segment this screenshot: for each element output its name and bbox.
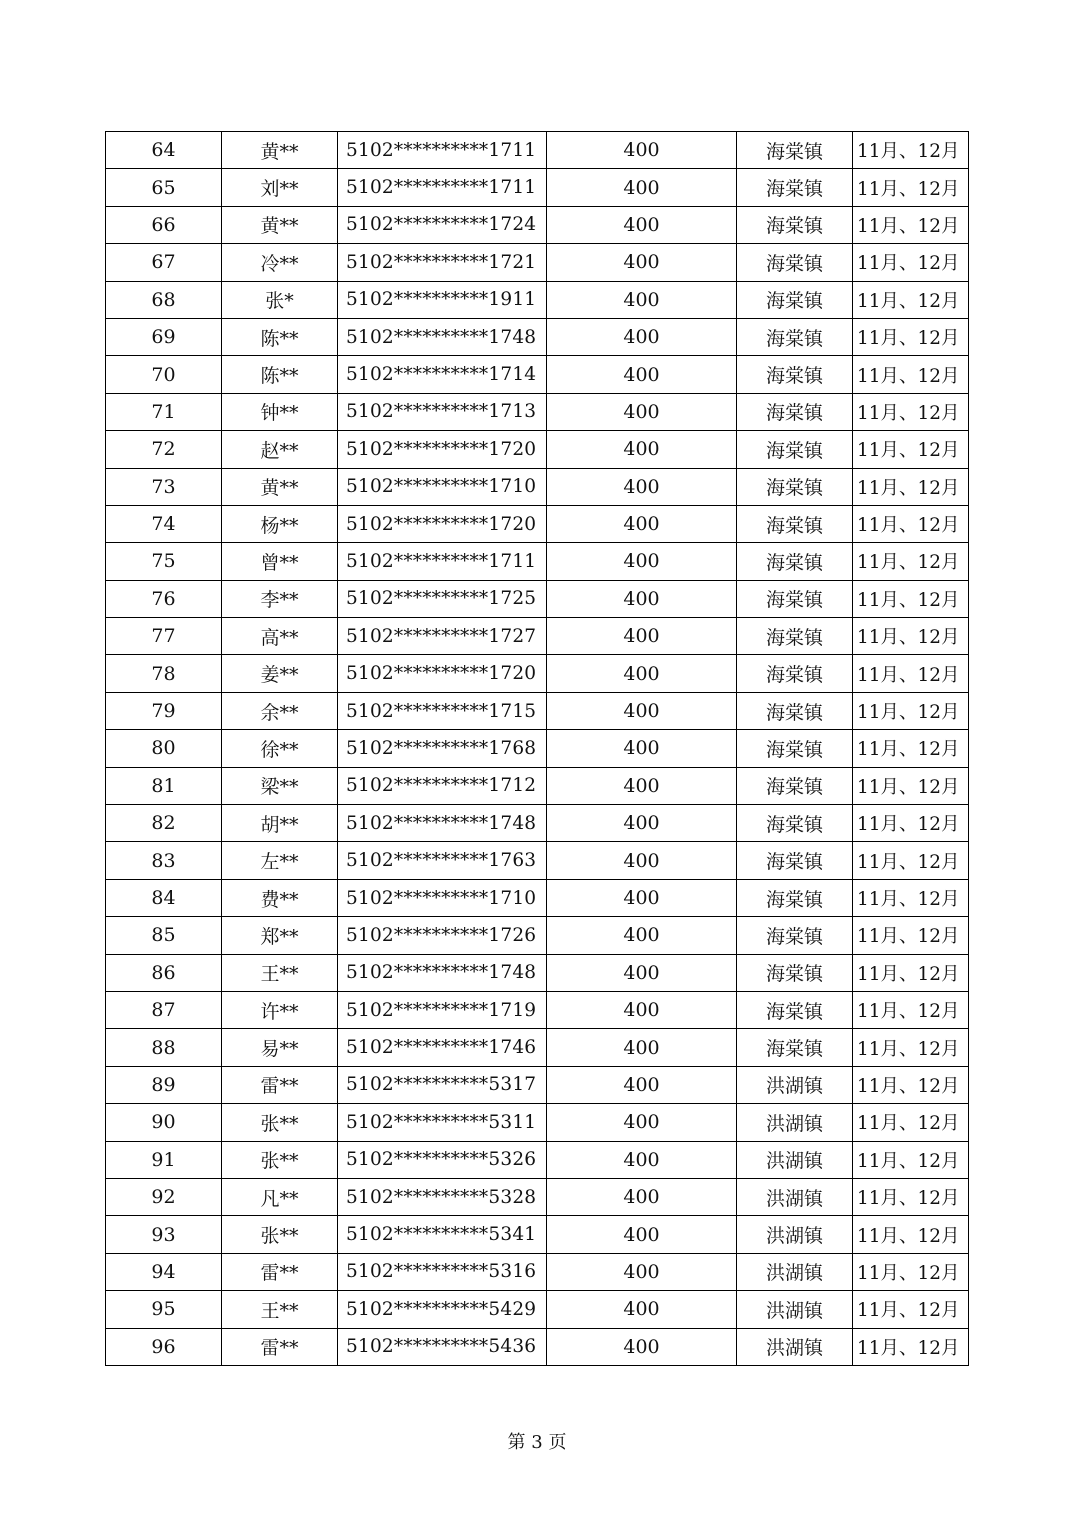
cell-months: 11月、12月: [853, 618, 969, 655]
cell-name: 张**: [222, 1141, 338, 1178]
cell-amount: 400: [547, 318, 737, 355]
table-row: [106, 767, 969, 804]
cell-months: 11月、12月: [853, 1178, 969, 1215]
cell-amount: 400: [547, 655, 737, 692]
cell-months: 11月、12月: [853, 879, 969, 916]
cell-id-number: 5102**********1768: [338, 730, 547, 767]
cell-town: 海棠镇: [737, 842, 853, 879]
cell-town: 海棠镇: [737, 767, 853, 804]
cell-id-number: 5102**********5326: [338, 1141, 547, 1178]
cell-town: 海棠镇: [737, 206, 853, 243]
cell-number: 76: [106, 580, 222, 617]
cell-name: 雷**: [222, 1328, 338, 1365]
cell-months: 11月、12月: [853, 543, 969, 580]
table-row: [106, 580, 969, 617]
cell-amount: 400: [547, 954, 737, 991]
table-row: [106, 169, 969, 206]
cell-number: 92: [106, 1178, 222, 1215]
cell-town: 海棠镇: [737, 281, 853, 318]
cell-number: 66: [106, 206, 222, 243]
table-row: [106, 1253, 969, 1290]
cell-number: 75: [106, 543, 222, 580]
cell-name: 杨**: [222, 505, 338, 542]
cell-months: 11月、12月: [853, 917, 969, 954]
cell-id-number: 5102**********1713: [338, 393, 547, 430]
cell-number: 68: [106, 281, 222, 318]
cell-months: 11月、12月: [853, 580, 969, 617]
cell-amount: 400: [547, 805, 737, 842]
table-row: [106, 1328, 969, 1365]
cell-number: 88: [106, 1029, 222, 1066]
cell-months: 11月、12月: [853, 1104, 969, 1141]
table-row: [106, 468, 969, 505]
cell-number: 65: [106, 169, 222, 206]
cell-number: 96: [106, 1328, 222, 1365]
cell-town: 洪湖镇: [737, 1328, 853, 1365]
cell-name: 凡**: [222, 1178, 338, 1215]
cell-number: 86: [106, 954, 222, 991]
cell-id-number: 5102**********1711: [338, 169, 547, 206]
cell-town: 海棠镇: [737, 318, 853, 355]
cell-amount: 400: [547, 505, 737, 542]
cell-town: 海棠镇: [737, 468, 853, 505]
cell-town: 海棠镇: [737, 505, 853, 542]
table-row: [106, 655, 969, 692]
cell-number: 79: [106, 692, 222, 729]
cell-name: 雷**: [222, 1253, 338, 1290]
cell-amount: 400: [547, 169, 737, 206]
cell-id-number: 5102**********1720: [338, 505, 547, 542]
cell-id-number: 5102**********1911: [338, 281, 547, 318]
cell-amount: 400: [547, 281, 737, 318]
cell-amount: 400: [547, 879, 737, 916]
cell-months: 11月、12月: [853, 805, 969, 842]
cell-town: 海棠镇: [737, 244, 853, 281]
cell-id-number: 5102**********1727: [338, 618, 547, 655]
cell-town: 海棠镇: [737, 132, 853, 169]
table-row: [106, 1291, 969, 1328]
table-row: [106, 917, 969, 954]
cell-town: 海棠镇: [737, 655, 853, 692]
cell-amount: 400: [547, 580, 737, 617]
cell-number: 82: [106, 805, 222, 842]
cell-town: 海棠镇: [737, 692, 853, 729]
table-row: [106, 393, 969, 430]
cell-number: 89: [106, 1066, 222, 1103]
cell-id-number: 5102**********1721: [338, 244, 547, 281]
cell-id-number: 5102**********5436: [338, 1328, 547, 1365]
cell-id-number: 5102**********1714: [338, 356, 547, 393]
cell-months: 11月、12月: [853, 132, 969, 169]
table-row: [106, 244, 969, 281]
cell-amount: 400: [547, 1066, 737, 1103]
cell-town: 海棠镇: [737, 169, 853, 206]
cell-name: 易**: [222, 1029, 338, 1066]
table-row: [106, 730, 969, 767]
cell-number: 81: [106, 767, 222, 804]
cell-months: 11月、12月: [853, 244, 969, 281]
page-number: 第 3 页: [507, 1432, 567, 1453]
cell-amount: 400: [547, 1029, 737, 1066]
table-row: [106, 1029, 969, 1066]
cell-amount: 400: [547, 431, 737, 468]
table-row: [106, 356, 969, 393]
cell-number: 67: [106, 244, 222, 281]
cell-town: 洪湖镇: [737, 1216, 853, 1253]
cell-amount: 400: [547, 730, 737, 767]
cell-months: 11月、12月: [853, 1066, 969, 1103]
cell-id-number: 5102**********1724: [338, 206, 547, 243]
cell-id-number: 5102**********1710: [338, 468, 547, 505]
cell-id-number: 5102**********1710: [338, 879, 547, 916]
cell-amount: 400: [547, 1253, 737, 1290]
cell-months: 11月、12月: [853, 655, 969, 692]
cell-number: 84: [106, 879, 222, 916]
cell-town: 洪湖镇: [737, 1141, 853, 1178]
cell-id-number: 5102**********1746: [338, 1029, 547, 1066]
cell-name: 姜**: [222, 655, 338, 692]
cell-id-number: 5102**********5316: [338, 1253, 547, 1290]
cell-name: 梁**: [222, 767, 338, 804]
table-row: [106, 318, 969, 355]
cell-number: 94: [106, 1253, 222, 1290]
cell-months: 11月、12月: [853, 1253, 969, 1290]
cell-town: 洪湖镇: [737, 1178, 853, 1215]
table-row: [106, 879, 969, 916]
cell-months: 11月、12月: [853, 206, 969, 243]
cell-name: 陈**: [222, 356, 338, 393]
cell-number: 71: [106, 393, 222, 430]
cell-amount: 400: [547, 393, 737, 430]
cell-amount: 400: [547, 543, 737, 580]
cell-id-number: 5102**********1711: [338, 132, 547, 169]
cell-months: 11月、12月: [853, 991, 969, 1028]
cell-town: 海棠镇: [737, 618, 853, 655]
cell-name: 胡**: [222, 805, 338, 842]
cell-amount: 400: [547, 356, 737, 393]
cell-town: 洪湖镇: [737, 1104, 853, 1141]
cell-id-number: 5102**********1725: [338, 580, 547, 617]
cell-name: 张**: [222, 1104, 338, 1141]
cell-town: 海棠镇: [737, 393, 853, 430]
cell-name: 黄**: [222, 206, 338, 243]
table-row: [106, 1141, 969, 1178]
cell-name: 高**: [222, 618, 338, 655]
cell-number: 83: [106, 842, 222, 879]
cell-id-number: 5102**********1715: [338, 692, 547, 729]
cell-amount: 400: [547, 1141, 737, 1178]
table-row: [106, 842, 969, 879]
cell-number: 77: [106, 618, 222, 655]
cell-name: 张*: [222, 281, 338, 318]
table-row: [106, 692, 969, 729]
cell-months: 11月、12月: [853, 1291, 969, 1328]
cell-number: 87: [106, 991, 222, 1028]
cell-id-number: 5102**********1719: [338, 991, 547, 1028]
cell-town: 海棠镇: [737, 917, 853, 954]
cell-town: 海棠镇: [737, 543, 853, 580]
cell-amount: 400: [547, 917, 737, 954]
cell-name: 王**: [222, 954, 338, 991]
cell-number: 95: [106, 1291, 222, 1328]
cell-town: 海棠镇: [737, 991, 853, 1028]
table-row: [106, 1178, 969, 1215]
cell-amount: 400: [547, 842, 737, 879]
cell-number: 73: [106, 468, 222, 505]
cell-town: 海棠镇: [737, 730, 853, 767]
table-row: [106, 954, 969, 991]
cell-town: 洪湖镇: [737, 1291, 853, 1328]
cell-id-number: 5102**********1748: [338, 318, 547, 355]
cell-id-number: 5102**********1711: [338, 543, 547, 580]
cell-town: 海棠镇: [737, 954, 853, 991]
cell-name: 张**: [222, 1216, 338, 1253]
cell-id-number: 5102**********5317: [338, 1066, 547, 1103]
cell-number: 90: [106, 1104, 222, 1141]
cell-name: 雷**: [222, 1066, 338, 1103]
table-row: [106, 1216, 969, 1253]
table-body: [106, 132, 969, 1366]
cell-number: 69: [106, 318, 222, 355]
cell-number: 91: [106, 1141, 222, 1178]
cell-id-number: 5102**********1712: [338, 767, 547, 804]
cell-name: 黄**: [222, 468, 338, 505]
table-row: [106, 991, 969, 1028]
table-row: [106, 1104, 969, 1141]
cell-id-number: 5102**********1720: [338, 431, 547, 468]
cell-name: 徐**: [222, 730, 338, 767]
cell-amount: 400: [547, 767, 737, 804]
cell-town: 洪湖镇: [737, 1253, 853, 1290]
cell-town: 海棠镇: [737, 879, 853, 916]
cell-name: 黄**: [222, 132, 338, 169]
cell-months: 11月、12月: [853, 356, 969, 393]
table-row: [106, 132, 969, 169]
table-row: [106, 618, 969, 655]
cell-months: 11月、12月: [853, 1029, 969, 1066]
cell-amount: 400: [547, 1328, 737, 1365]
cell-months: 11月、12月: [853, 1216, 969, 1253]
cell-months: 11月、12月: [853, 1328, 969, 1365]
cell-id-number: 5102**********1763: [338, 842, 547, 879]
cell-amount: 400: [547, 244, 737, 281]
table-row: [106, 505, 969, 542]
cell-months: 11月、12月: [853, 431, 969, 468]
cell-name: 刘**: [222, 169, 338, 206]
cell-amount: 400: [547, 1104, 737, 1141]
cell-amount: 400: [547, 1216, 737, 1253]
cell-amount: 400: [547, 1291, 737, 1328]
cell-town: 海棠镇: [737, 1029, 853, 1066]
cell-id-number: 5102**********5328: [338, 1178, 547, 1215]
cell-months: 11月、12月: [853, 505, 969, 542]
cell-id-number: 5102**********5341: [338, 1216, 547, 1253]
table-row: [106, 431, 969, 468]
cell-id-number: 5102**********5429: [338, 1291, 547, 1328]
cell-id-number: 5102**********1720: [338, 655, 547, 692]
cell-months: 11月、12月: [853, 730, 969, 767]
table-row: [106, 281, 969, 318]
table-row: [106, 543, 969, 580]
cell-months: 11月、12月: [853, 468, 969, 505]
cell-name: 王**: [222, 1291, 338, 1328]
cell-number: 80: [106, 730, 222, 767]
cell-months: 11月、12月: [853, 954, 969, 991]
cell-months: 11月、12月: [853, 692, 969, 729]
cell-number: 70: [106, 356, 222, 393]
cell-months: 11月、12月: [853, 281, 969, 318]
cell-months: 11月、12月: [853, 1141, 969, 1178]
cell-name: 冷**: [222, 244, 338, 281]
cell-months: 11月、12月: [853, 842, 969, 879]
cell-number: 93: [106, 1216, 222, 1253]
cell-town: 海棠镇: [737, 431, 853, 468]
cell-number: 64: [106, 132, 222, 169]
cell-amount: 400: [547, 991, 737, 1028]
cell-id-number: 5102**********5311: [338, 1104, 547, 1141]
cell-amount: 400: [547, 692, 737, 729]
cell-name: 钟**: [222, 393, 338, 430]
cell-amount: 400: [547, 206, 737, 243]
cell-months: 11月、12月: [853, 318, 969, 355]
cell-months: 11月、12月: [853, 767, 969, 804]
cell-amount: 400: [547, 468, 737, 505]
cell-name: 陈**: [222, 318, 338, 355]
cell-name: 余**: [222, 692, 338, 729]
table-row: [106, 805, 969, 842]
cell-town: 海棠镇: [737, 805, 853, 842]
recipient-table: [105, 131, 969, 1366]
cell-amount: 400: [547, 618, 737, 655]
cell-amount: 400: [547, 132, 737, 169]
cell-name: 赵**: [222, 431, 338, 468]
cell-name: 许**: [222, 991, 338, 1028]
cell-name: 郑**: [222, 917, 338, 954]
cell-name: 曾**: [222, 543, 338, 580]
cell-name: 左**: [222, 842, 338, 879]
cell-town: 洪湖镇: [737, 1066, 853, 1103]
cell-name: 费**: [222, 879, 338, 916]
cell-id-number: 5102**********1726: [338, 917, 547, 954]
cell-id-number: 5102**********1748: [338, 954, 547, 991]
cell-number: 85: [106, 917, 222, 954]
table-row: [106, 1066, 969, 1103]
cell-number: 74: [106, 505, 222, 542]
cell-town: 海棠镇: [737, 356, 853, 393]
cell-number: 72: [106, 431, 222, 468]
cell-number: 78: [106, 655, 222, 692]
table-row: [106, 206, 969, 243]
cell-months: 11月、12月: [853, 169, 969, 206]
cell-name: 李**: [222, 580, 338, 617]
cell-town: 海棠镇: [737, 580, 853, 617]
cell-amount: 400: [547, 1178, 737, 1215]
cell-months: 11月、12月: [853, 393, 969, 430]
cell-id-number: 5102**********1748: [338, 805, 547, 842]
